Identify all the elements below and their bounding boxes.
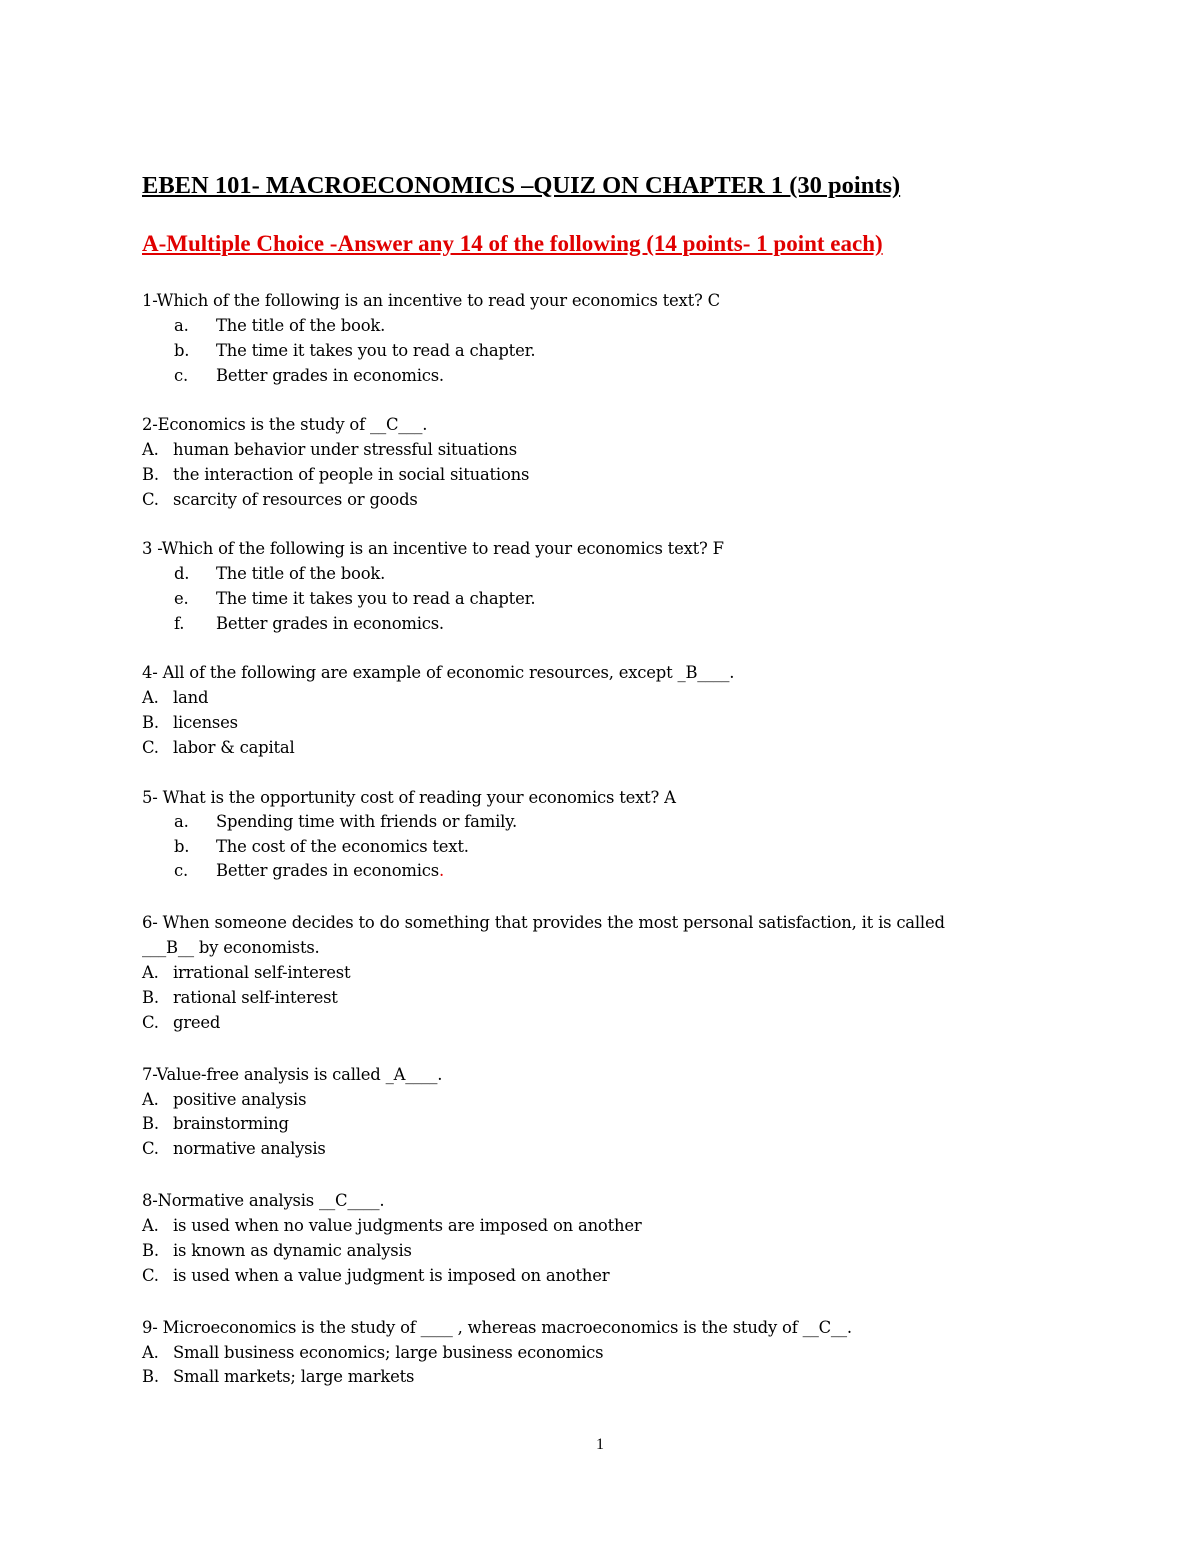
option-label: b. [174, 837, 190, 856]
question-2-option-a [142, 437, 517, 462]
question-4-option-a [142, 685, 208, 710]
quiz-title: EBEN 101- MACROECONOMICS –QUIZ ON CHAPTER 1 (30 points) [142, 172, 901, 199]
option-text: Better grades in economics [216, 861, 439, 880]
question-1-stem: 1-Which of the following is an incentive to read your economics text? C [142, 291, 720, 310]
option-text: licenses [173, 713, 238, 732]
option-text: Better grades in economics. [216, 366, 444, 385]
option-label: C. [142, 490, 159, 509]
option-text: is used when no value judgments are imposed on another [173, 1216, 642, 1235]
option-label: C. [142, 738, 159, 757]
option-text: the interaction of people in social situations [173, 465, 530, 484]
option-label: C. [142, 1013, 159, 1032]
option-text: brainstorming [173, 1114, 289, 1133]
question-1-option-b [142, 338, 535, 363]
option-text: Small business economics; large business economics [173, 1343, 604, 1362]
option-label: d. [174, 564, 190, 583]
option-trailing-period: . [438, 861, 444, 880]
option-text: Spending time with friends or family. [216, 812, 518, 831]
option-label: f. [174, 614, 185, 633]
question-8-stem: 8-Normative analysis __C____. [142, 1191, 385, 1210]
question-9-stem: 9- Microeconomics is the study of ____ , whereas macroeconomics is the study of __C__. [142, 1318, 852, 1337]
option-text: land [173, 688, 209, 707]
option-label: b. [174, 341, 190, 360]
option-text: The title of the book. [216, 316, 386, 335]
question-6-option-b [142, 985, 338, 1010]
option-text: labor & capital [173, 738, 295, 757]
option-text: greed [173, 1013, 221, 1032]
question-8-option-a [142, 1213, 641, 1238]
option-text: Better grades in economics. [216, 614, 444, 633]
question-7-option-a [142, 1087, 306, 1112]
question-5-option-a [142, 809, 517, 834]
option-label: B. [142, 1114, 159, 1133]
question-8-option-b [142, 1238, 412, 1263]
question-6-option-c [142, 1010, 220, 1035]
question-7-stem: 7-Value-free analysis is called _A____. [142, 1065, 443, 1084]
option-label: c. [174, 366, 188, 385]
option-text: The time it takes you to read a chapter. [216, 589, 536, 608]
option-text: The title of the book. [216, 564, 386, 583]
option-label: c. [174, 861, 188, 880]
option-label: A. [142, 1343, 159, 1362]
question-9-option-b [142, 1364, 414, 1389]
question-7-option-c [142, 1136, 326, 1161]
question-3-stem: 3 -Which of the following is an incentive to read your economics text? F [142, 539, 724, 558]
option-text: irrational self-interest [173, 963, 351, 982]
question-3-option-f [142, 611, 444, 636]
option-text: positive analysis [173, 1090, 307, 1109]
section-heading: A-Multiple Choice -Answer any 14 of the following (14 points- 1 point each) [142, 231, 883, 256]
question-7-option-b [142, 1111, 289, 1136]
option-label: A. [142, 963, 159, 982]
option-label: B. [142, 465, 159, 484]
option-label: B. [142, 1241, 159, 1260]
question-3-option-d [142, 561, 385, 586]
question-2-option-c [142, 487, 418, 512]
question-6-option-a [142, 960, 350, 985]
option-text: The time it takes you to read a chapter. [216, 341, 536, 360]
question-1-option-a [142, 313, 385, 338]
question-4-stem: 4- All of the following are example of economic resources, except _B____. [142, 663, 735, 682]
option-text: normative analysis [173, 1139, 326, 1158]
option-label: C. [142, 1266, 159, 1285]
option-text: is used when a value judgment is imposed on another [173, 1266, 610, 1285]
option-text: human behavior under stressful situations [173, 440, 517, 459]
question-2-stem: 2-Economics is the study of __C___. [142, 415, 428, 434]
option-text: is known as dynamic analysis [173, 1241, 412, 1260]
question-5-option-b [142, 834, 469, 859]
option-label: a. [174, 812, 189, 831]
question-5-option-c [142, 858, 444, 883]
question-3-option-e [142, 586, 535, 611]
question-4-option-c [142, 735, 295, 760]
option-text: rational self-interest [173, 988, 338, 1007]
question-1-option-c [142, 363, 444, 388]
option-label: C. [142, 1139, 159, 1158]
option-label: B. [142, 988, 159, 1007]
option-label: e. [174, 589, 189, 608]
option-text: scarcity of resources or goods [173, 490, 418, 509]
question-6-stem-line-2: ___B__ by economists. [142, 938, 320, 957]
question-9-option-a [142, 1340, 603, 1365]
option-label: A. [142, 440, 159, 459]
option-label: A. [142, 1216, 159, 1235]
question-8-option-c [142, 1263, 609, 1288]
option-label: a. [174, 316, 189, 335]
option-label: B. [142, 1367, 159, 1386]
question-4-option-b [142, 710, 238, 735]
option-label: B. [142, 713, 159, 732]
option-text: The cost of the economics text. [216, 837, 469, 856]
option-text: Small markets; large markets [173, 1367, 415, 1386]
option-label: A. [142, 688, 159, 707]
page-number: 1 [596, 1436, 604, 1453]
question-5-stem: 5- What is the opportunity cost of reading your economics text? A [142, 788, 676, 807]
question-2-option-b [142, 462, 529, 487]
option-label: A. [142, 1090, 159, 1109]
question-6-stem-line-1: 6- When someone decides to do something that provides the most personal satisfaction, it is called [142, 913, 945, 932]
